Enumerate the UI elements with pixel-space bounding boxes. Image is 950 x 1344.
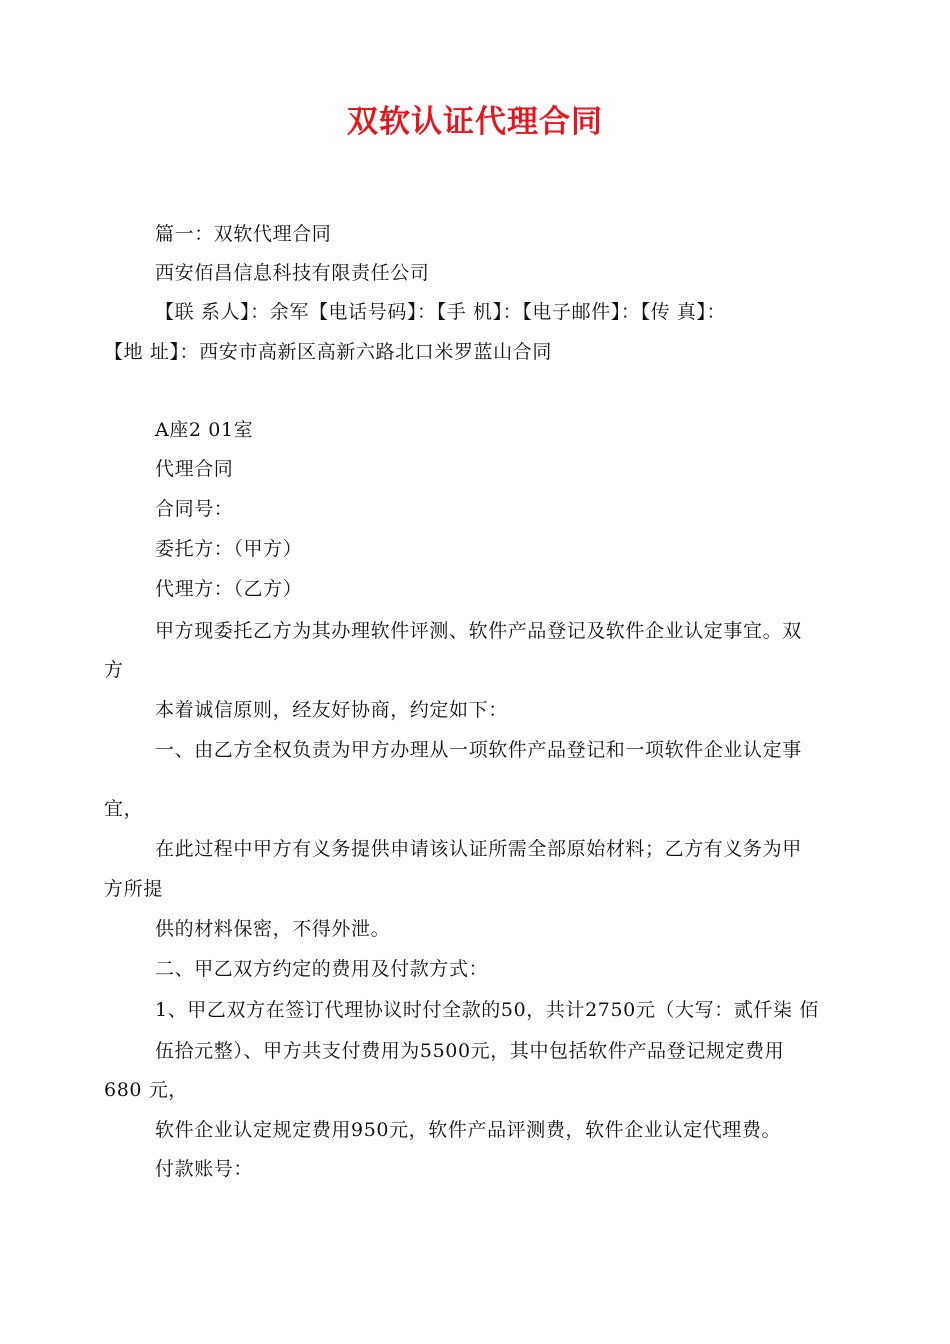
contract-number-label: 合同号： — [155, 498, 234, 520]
contact-info-line: 【联 系人】：余军【电话号码】：【手 机】：【电子邮件】：【传 真】： — [155, 301, 727, 323]
address-room: A座2 01室 — [155, 419, 254, 441]
payment-account-label: 付款账号： — [155, 1158, 254, 1180]
clause-one-line: 宜， — [104, 798, 144, 820]
company-name: 西安佰昌信息科技有限责任公司 — [155, 262, 430, 284]
contract-heading: 代理合同 — [155, 458, 234, 480]
paragraph-line: 方所提 — [104, 878, 163, 900]
paragraph-line: 甲方现委托乙方为其办理软件评测、软件产品登记及软件企业认定事宜。双 — [155, 620, 802, 642]
payment-line: 软件企业认定规定费用950元，软件产品评测费，软件企业认定代理费。 — [155, 1119, 782, 1141]
section-heading: 篇一：双软代理合同 — [155, 223, 332, 245]
paragraph-line: 方 — [104, 659, 124, 681]
clause-two-heading: 二、甲乙双方约定的费用及付款方式： — [155, 958, 489, 980]
document-title: 双软认证代理合同 — [347, 104, 603, 140]
address-line: 【地 址】：西安市高新区高新六路北口米罗蓝山合同 — [104, 341, 552, 363]
paragraph-line: 本着诚信原则，经友好协商，约定如下： — [155, 699, 508, 721]
paragraph-line: 供的材料保密，不得外泄。 — [155, 918, 391, 940]
payment-line: 680 元， — [104, 1079, 188, 1101]
payment-line: 伍拾元整）、甲方共支付费用为5500元，其中包括软件产品登记规定费用 — [155, 1040, 785, 1062]
payment-line: 1、甲乙双方在签订代理协议时付全款的50，共计2750元（大写：贰仟柒 佰 — [155, 999, 819, 1021]
agent-party-label: 代理方：（乙方） — [155, 578, 303, 600]
paragraph-line: 在此过程中甲方有义务提供申请该认证所需全部原始材料；乙方有义务为甲 — [155, 838, 802, 860]
clause-one-line: 一、由乙方全权负责为甲方办理从一项软件产品登记和一项软件企业认定事 — [155, 739, 802, 761]
client-party-label: 委托方：（甲方） — [155, 538, 303, 560]
